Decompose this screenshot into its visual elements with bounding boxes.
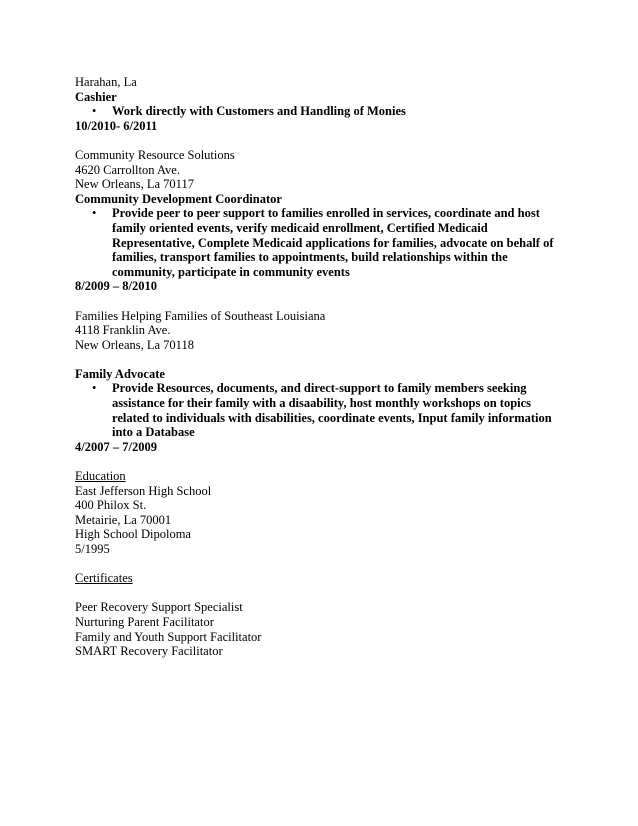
list-item: • Work directly with Customers and Handling of Monies	[92, 104, 406, 119]
education-heading: Education	[75, 469, 126, 484]
certificates-heading: Certificates	[75, 571, 133, 586]
duty-line: Representative, Complete Medicaid applications for families, advocate on behalf of	[112, 235, 554, 250]
job2-title: Community Development Coordinator	[75, 191, 282, 206]
job2-duties	[75, 206, 575, 279]
job3-address2: New Orleans, La 70118	[75, 337, 194, 352]
resume-page	[75, 75, 575, 659]
certificate-item: SMART Recovery Facilitator	[75, 644, 223, 659]
duty-line: Provide peer to peer support to families enrolled in services, coordinate and host	[112, 206, 540, 221]
duty-line: into a Database	[112, 425, 195, 440]
duty-line: assistance for their family with a disaability, host monthly workshops on topics	[112, 396, 532, 411]
education-address1: 400 Philox St.	[75, 498, 147, 513]
duty-line: family oriented events, verify medicaid enrollment, Certified Medicaid	[112, 220, 488, 235]
certificate-item: Peer Recovery Support Specialist	[75, 600, 243, 615]
certificate-item: Family and Youth Support Facilitator	[75, 629, 262, 644]
duty-line: community, participate in community events	[112, 264, 350, 279]
duty-line: Provide Resources, documents, and direct-support to family members seeking	[112, 381, 527, 396]
bullet-icon: •	[92, 206, 97, 221]
duty-line: families, transport families to appointments, build relationships within the	[112, 250, 508, 265]
duty-line: related to individuals with disabilities, coordinate events, Input family information	[112, 410, 552, 425]
job3-duties	[75, 381, 575, 439]
list-item	[75, 206, 575, 279]
job1-duties	[75, 104, 575, 119]
certificate-item: Nurturing Parent Facilitator	[75, 614, 214, 629]
education-date: 5/1995	[75, 542, 110, 556]
job2-dates: 8/2009 – 8/2010	[75, 279, 157, 294]
job3-employer: Families Helping Families of Southeast Louisiana	[75, 308, 326, 323]
job2-address2: New Orleans, La 70117	[75, 177, 194, 192]
job2-address1: 4620 Carrollton Ave.	[75, 162, 180, 177]
job1-location: Harahan, La	[75, 75, 137, 89]
job1-dates: 10/2010- 6/2011	[75, 118, 158, 133]
job2-employer: Community Resource Solutions	[75, 147, 235, 162]
job3-title: Family Advocate	[75, 366, 165, 381]
education-school: East Jefferson High School	[75, 483, 212, 498]
education-address2: Metairie, La 70001	[75, 512, 172, 527]
list-item	[75, 381, 575, 439]
bullet-icon: •	[92, 104, 97, 119]
job3-dates: 4/2007 – 7/2009	[75, 439, 157, 454]
job3-address1: 4118 Franklin Ave.	[75, 323, 171, 338]
job1-title: Cashier	[75, 89, 117, 104]
education-degree: High School Dipoloma	[75, 527, 191, 542]
bullet-icon: •	[92, 381, 97, 396]
